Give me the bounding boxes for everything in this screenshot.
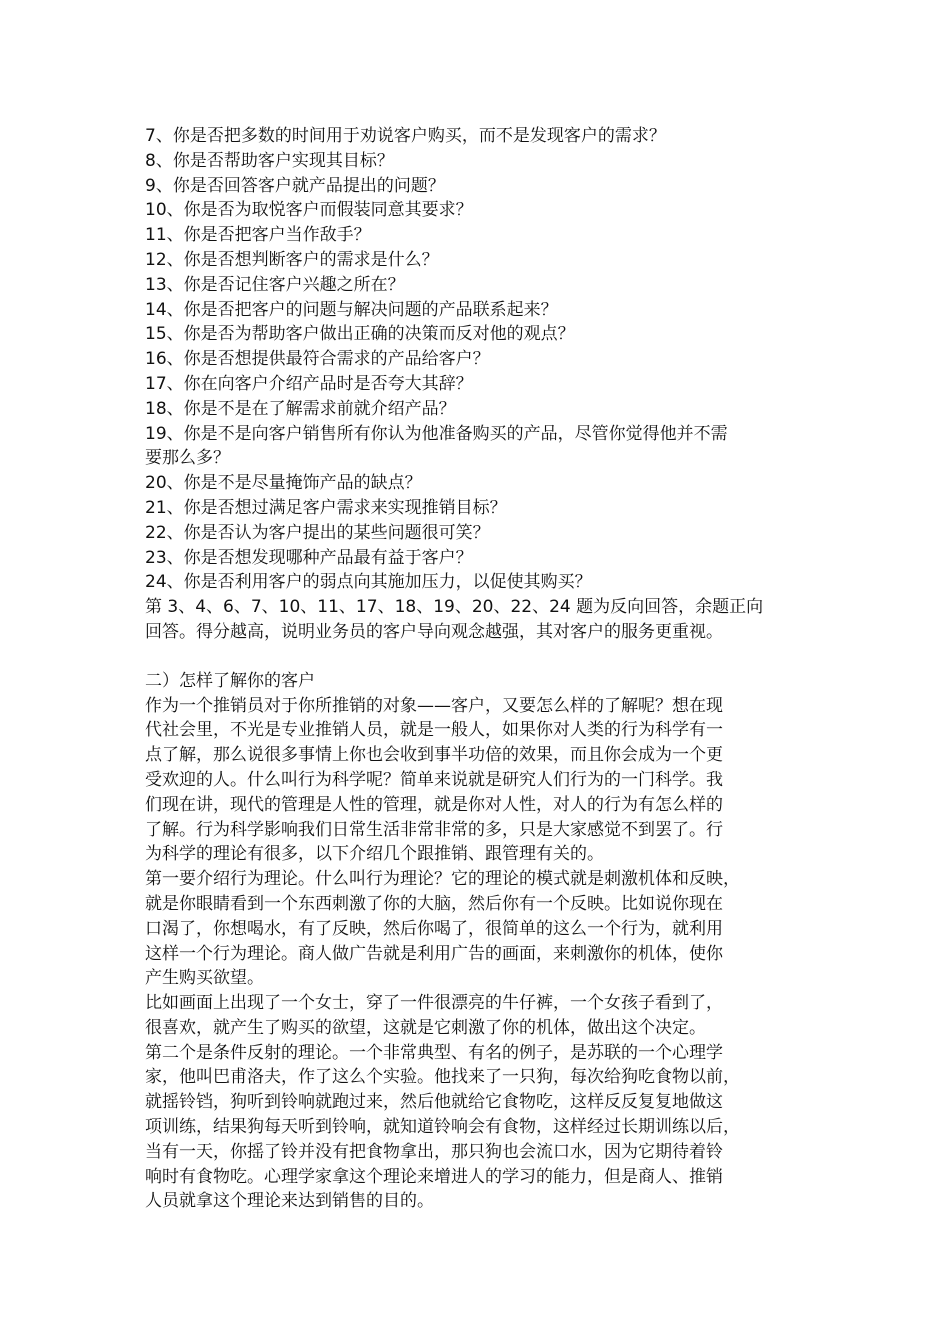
question-item: 12、你是否想判断客户的需求是什么？: [145, 249, 439, 270]
paragraph-line: 代社会里，不光是专业推销人员，就是一般人，如果你对人类的行为科学有一: [145, 720, 723, 741]
paragraph-line: 家，他叫巴甫洛夫，作了这么个实验。他找来了一只狗，每次给狗吃食物以前，: [145, 1067, 740, 1088]
question-item: 24、你是否利用客户的弱点向其施加压力，以促使其购买？: [145, 572, 592, 593]
scoring-note: [145, 595, 817, 645]
paragraph-line: 为科学的理论有很多，以下介绍几个跟推销、跟管理有关的。: [145, 844, 604, 865]
question-item: 23、你是否想发现哪种产品最有益于客户？: [145, 547, 473, 568]
section-spacer: [145, 645, 817, 669]
question-item: 22、你是否认为客户提出的某些问题很可笑？: [145, 522, 490, 543]
paragraph-line: 第二个是条件反射的理论。一个非常典型、有名的例子，是苏联的一个心理学: [145, 1042, 723, 1063]
question-item: 7、你是否把多数的时间用于劝说客户购买，而不是发现客户的需求？: [145, 126, 666, 146]
paragraph-line: 了解。行为科学影响我们日常生活非常非常的多，只是大家感觉不到罢了。行: [145, 819, 723, 840]
paragraph-line: 就是你眼睛看到一个东西刺激了你的大脑，然后你有一个反映。比如说你现在: [145, 893, 723, 914]
paragraph-behavior-science: [145, 694, 817, 868]
paragraph-example: [145, 991, 817, 1041]
document-page: [145, 124, 817, 1214]
question-item: 17、你在向客户介绍产品时是否夸大其辞？: [145, 373, 473, 394]
paragraph-line: 很喜欢，就产生了购买的欲望，这就是它刺激了你的机体，做出这个决定。: [145, 1017, 706, 1038]
question-item: 9、你是否回答客户就产品提出的问题？: [145, 175, 445, 196]
paragraph-line: 点了解，那么说很多事情上你也会收到事半功倍的效果，而且你会成为一个更: [145, 745, 723, 766]
question-item: 16、你是否想提供最符合需求的产品给客户？: [145, 349, 490, 370]
paragraph-line: 产生购买欲望。: [145, 968, 264, 989]
question-item: 15、你是否为帮助客户做出正确的决策而反对他的观点？: [145, 324, 575, 345]
section-heading: 二）怎样了解你的客户: [145, 670, 315, 691]
question-item: 13、你是否记住客户兴趣之所在？: [145, 274, 405, 295]
question-item: 10、你是否为取悦客户而假装同意其要求？: [145, 200, 473, 221]
question-item: 18、你是不是在了解需求前就介绍产品？: [145, 398, 456, 419]
paragraph-behavior-theory: [145, 867, 817, 991]
scoring-note-line: 回答。得分越高，说明业务员的客户导向观念越强，其对客户的服务更重视。: [145, 621, 723, 642]
question-item: 14、你是否把客户的问题与解决问题的产品联系起来？: [145, 299, 558, 320]
scoring-note-line: 第 3、4、6、7、10、11、17、18、19、20、22、24 题为反向回答，余题正向: [145, 597, 764, 618]
question-item: 20、你是不是尽量掩饰产品的缺点？: [145, 473, 422, 494]
paragraph-line: 比如画面上出现了一个女士，穿了一件很漂亮的牛仔裤，一个女孩子看到了，: [145, 993, 723, 1014]
question-item: 8、你是否帮助客户实现其目标？: [145, 150, 394, 171]
paragraph-line: 受欢迎的人。什么叫行为科学呢？简单来说就是研究人们行为的一门科学。我: [145, 769, 723, 790]
paragraph-line: 作为一个推销员对于你所推销的对象——客户，又要怎么样的了解呢？想在现: [145, 695, 723, 716]
paragraph-line: 人员就拿这个理论来达到销售的目的。: [145, 1191, 434, 1212]
paragraph-line: 就摇铃铛，狗听到铃响就跑过来，然后他就给它食物吃，这样反反复复地做这: [145, 1092, 723, 1113]
paragraph-line: 这样一个行为理论。商人做广告就是利用广告的画面，来刺激你的机体，使你: [145, 943, 723, 964]
question-item: 19、你是不是向客户销售所有你认为他准备购买的产品，尽管你觉得他并不需: [145, 423, 728, 444]
paragraph-conditioned-reflex: [145, 1041, 817, 1215]
question-item: 11、你是否把客户当作敌手？: [145, 225, 371, 246]
question-item-continued: 要那么多？: [145, 448, 230, 469]
paragraph-line: 当有一天，你摇了铃并没有把食物拿出，那只狗也会流口水，因为它期待着铃: [145, 1141, 723, 1162]
paragraph-line: 们现在讲，现代的管理是人性的管理，就是你对人性，对人的行为有怎么样的: [145, 794, 723, 815]
paragraph-line: 项训练，结果狗每天听到铃响，就知道铃响会有食物，这样经过长期训练以后，: [145, 1117, 740, 1138]
paragraph-line: 口渴了，你想喝水，有了反映，然后你喝了，很简单的这么一个行为，就利用: [145, 918, 723, 939]
paragraph-line: 响时有食物吃。心理学家拿这个理论来增进人的学习的能力，但是商人、推销: [145, 1166, 723, 1187]
question-item: 21、你是否想过满足客户需求来实现推销目标？: [145, 497, 507, 518]
question-list: [145, 124, 817, 595]
paragraph-line: 第一要介绍行为理论。什么叫行为理论？它的理论的模式就是刺激机体和反映，: [145, 869, 740, 890]
